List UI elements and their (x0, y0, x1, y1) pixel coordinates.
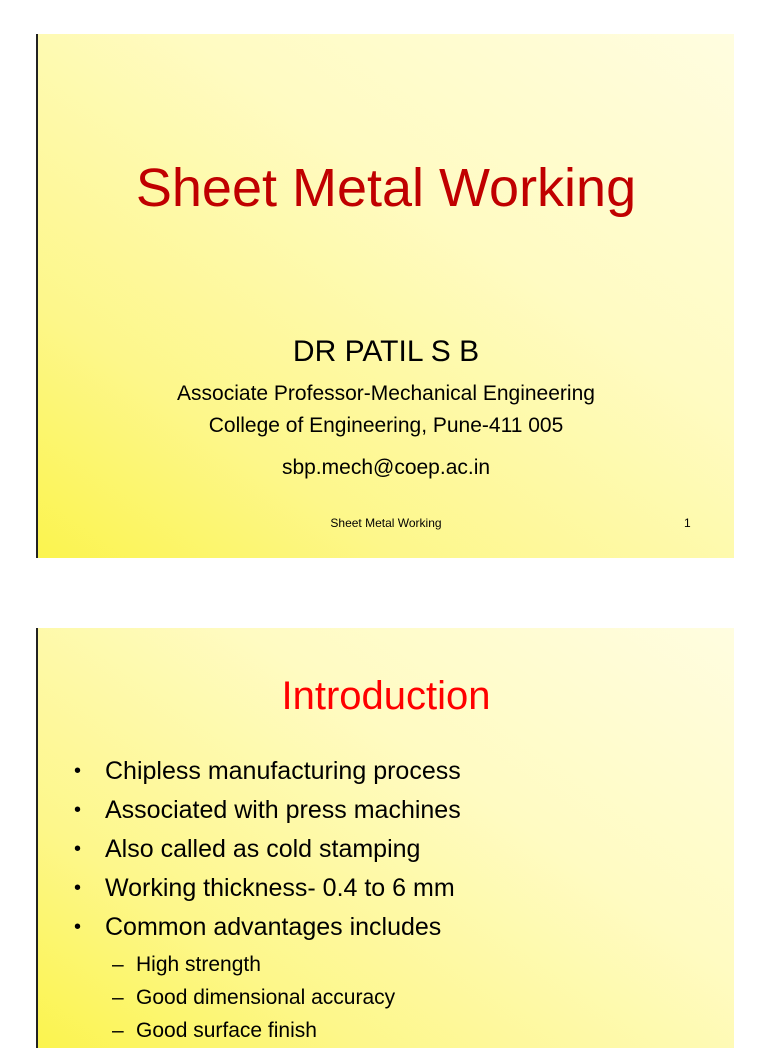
slide-title: Introduction (281, 674, 491, 718)
list-item (74, 752, 461, 791)
bullet-text: Also called as cold stamping (105, 835, 421, 863)
list-item (74, 869, 461, 908)
bullet-icon: • (74, 916, 82, 938)
bullet-icon: • (74, 760, 82, 782)
dash-icon: – (112, 1019, 124, 1042)
bullet-icon: • (74, 838, 82, 860)
list-item (74, 908, 461, 947)
slide-1 (36, 34, 734, 558)
list-item (112, 948, 395, 981)
bullet-text: Associated with press machines (105, 796, 461, 824)
bullet-list (74, 752, 461, 947)
bullet-icon: • (74, 799, 82, 821)
bullet-icon: • (74, 877, 82, 899)
dash-icon: – (112, 986, 124, 1009)
sub-bullet-text: High strength (136, 953, 261, 976)
sub-bullet-text: Good surface finish (136, 1019, 317, 1042)
page-number: 1 (684, 516, 691, 530)
bullet-text: Chipless manufacturing process (105, 757, 461, 785)
list-item (74, 830, 461, 869)
sub-bullet-list (112, 948, 395, 1047)
bullet-text: Common advantages includes (105, 913, 442, 941)
author-name: DR PATIL S B (292, 335, 480, 368)
sub-bullet-text: Good dimensional accuracy (136, 986, 396, 1009)
list-item (112, 1014, 395, 1047)
list-item (74, 791, 461, 830)
author-block (38, 334, 734, 484)
list-item (112, 981, 395, 1014)
author-position: Associate Professor-Mechanical Engineering (177, 382, 595, 405)
slide-title: Sheet Metal Working (135, 158, 637, 218)
author-institution: College of Engineering, Pune-411 005 (208, 414, 564, 437)
dash-icon: – (112, 953, 124, 976)
bullet-text: Working thickness- 0.4 to 6 mm (105, 874, 455, 902)
author-email: sbp.mech@coep.ac.in (281, 456, 491, 479)
slide-2 (36, 628, 734, 1048)
slide-footer: Sheet Metal Working (330, 516, 442, 530)
